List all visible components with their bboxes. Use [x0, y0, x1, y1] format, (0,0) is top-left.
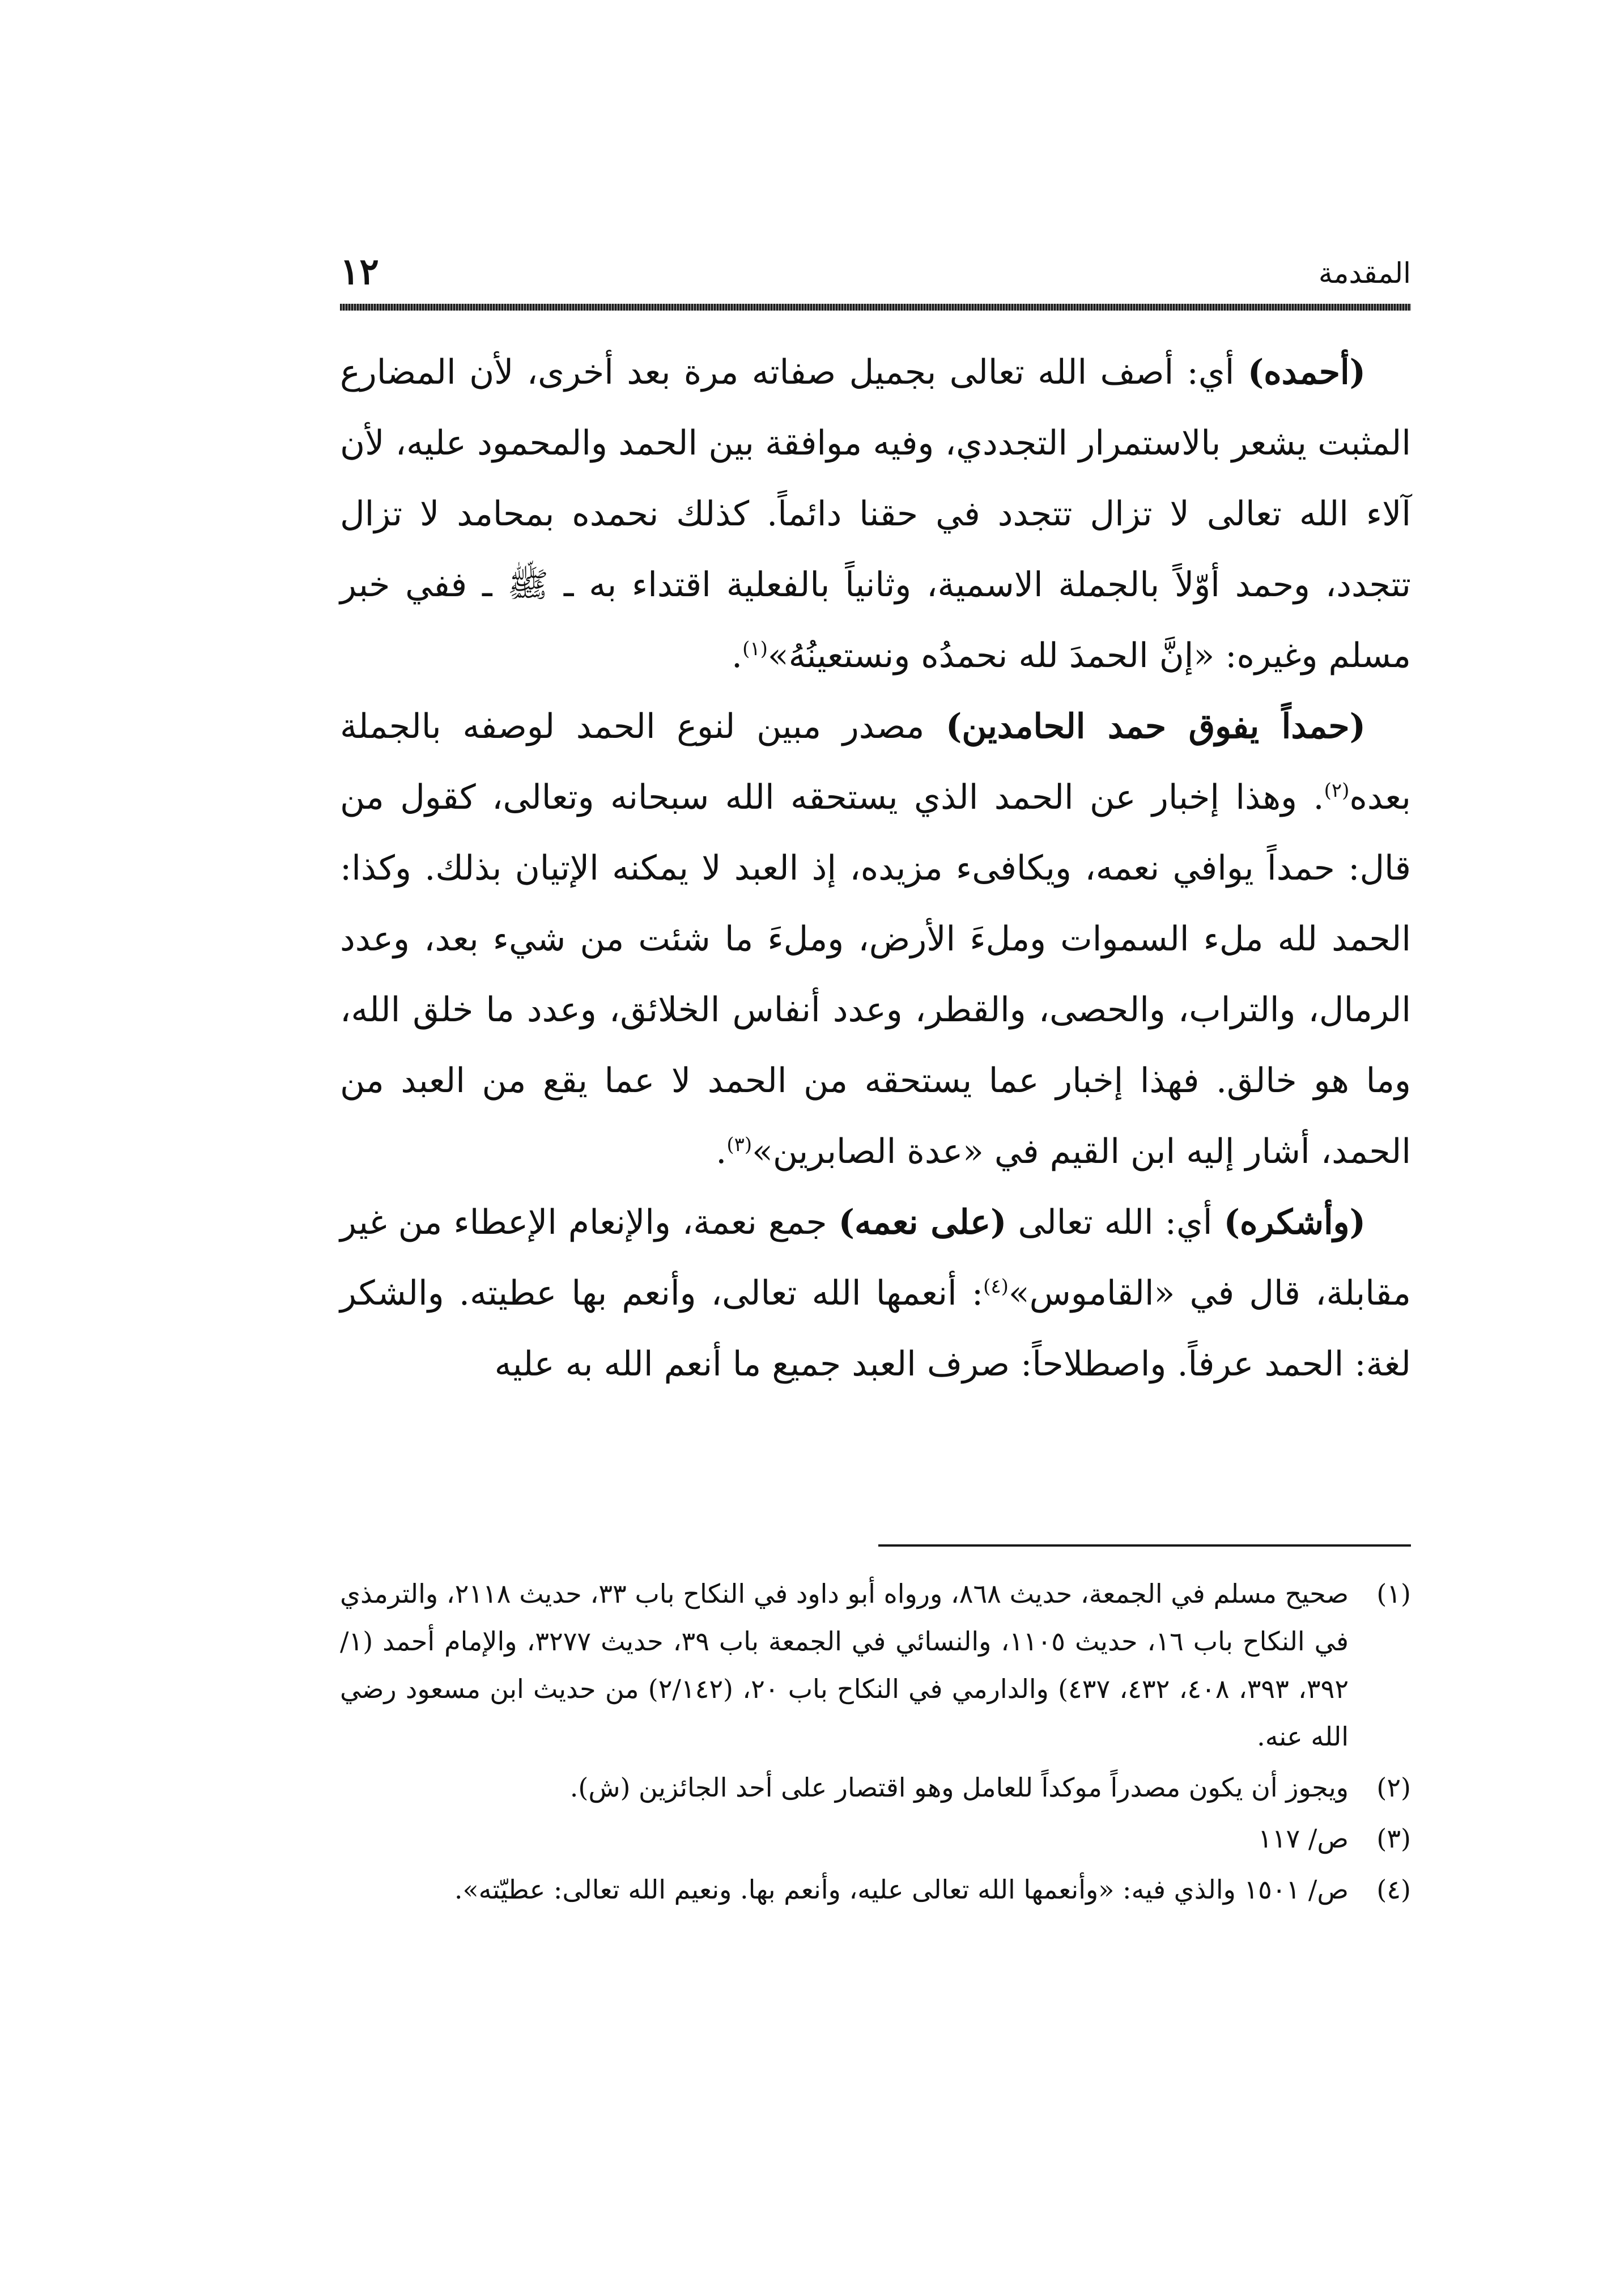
paragraph-2-end: .	[716, 1132, 727, 1171]
footnote-number: (٣)	[1376, 1823, 1411, 1854]
running-title: المقدمة	[1318, 257, 1411, 290]
page-header	[340, 249, 1411, 295]
footnote-1	[340, 1570, 1411, 1760]
footnotes	[340, 1570, 1411, 1917]
footnote-number: (٤)	[1376, 1874, 1411, 1905]
footnote-text: صحيح مسلم في الجمعة، حديث ٨٦٨، ورواه أبو داود في النكاح باب ٣٣، حديث ٢١١٨، والترمذي في النكاح باب ١٦، حديث ١١٠٥، والنسائي في الجمعة باب ٣٩، حديث ٣٢٧٧، والإمام أحمد (١/ ٣٩٢، ٣٩٣، ٤٠٨، ٤٣٢، ٤٣٧) والدارمي في النكاح باب ٢٠، (٢/١٤٢) من حديث ابن مسعود رضي الله عنه.	[340, 1578, 1349, 1752]
footnote-rule	[878, 1544, 1411, 1547]
footnote-text: ويجوز أن يكون مصدراً موكداً للعامل وهو اقتصار على أحد الجائزين (ش).	[569, 1772, 1349, 1803]
main-text	[340, 337, 1411, 1400]
paragraph-3	[340, 1187, 1411, 1400]
footnote-ref-2: (٢)	[1324, 779, 1350, 802]
footnote-3	[340, 1815, 1411, 1862]
paragraph-2-text-b: . وهذا إخبار عن الحمد الذي يستحقه الله سبحانه وتعالى، كقول من قال: حمداً يوافي نعمه، ويكافىء مزيده، إذ العبد لا يمكنه الإتيان بذلك. وكذا: الحمد لله ملء السموات وملءَ الأرض، وملءَ ما شئت من شيء بعد، وعدد الرمال، والتراب، والحصى، والقطر، وعدد أنفاس الخلائق، وعدد ما خلق الله، وما هو خالق. فهذا إخبار عما يستحقه من الحمد لا عما يقع من العبد من الحمد، أشار إليه ابن القيم في «عدة الصابرين»	[340, 778, 1411, 1171]
footnote-text: ص/ ١١٧	[1258, 1823, 1349, 1854]
lemma-ahmaduhu: (أحمده)	[1247, 353, 1366, 392]
footnote-ref-4: (٤)	[983, 1275, 1009, 1298]
paragraph-1-text: أي: أصف الله تعالى بجميل صفاته مرة بعد أخرى، لأن المضارع المثبت يشعر بالاستمرار التجددي، وفيه موافقة بين الحمد والمحمود عليه، لأن آلاء الله تعالى لا تزال تتجدد في حقنا دائماً. كذلك نحمده بمحامد لا تزال تتجدد، وحمد أوّلاً بالجملة الاسمية، وثانياً بالفعلية اقتداء به ـ ﷺ ـ ففي خبر مسلم وغيره: «إنَّ الحمدَ لله نحمدُه ونستعينُهُ»	[340, 353, 1411, 676]
lemma-hamdan: (حمداً يفوق حمد الحامدين)	[946, 707, 1366, 746]
paragraph-3-text-a: أي: الله تعالى	[1006, 1203, 1224, 1242]
footnote-text: ص/ ١٥٠١ والذي فيه: «وأنعمها الله تعالى عليه، وأنعم بها. ونعيم الله تعالى: عطيّته».	[454, 1874, 1349, 1905]
footnote-number: (٢)	[1376, 1772, 1411, 1803]
paragraph-1-end: .	[732, 636, 743, 676]
paragraph-3-text-c: : أنعمها الله تعالى، وأنعم بها عطيته. والشكر لغة: الحمد عرفاً. واصطلاحاً: صرف العبد جميع ما أنعم الله به عليه	[340, 1273, 1411, 1384]
paragraph-2-text-a: مصدر مبين لنوع الحمد لوصفه بالجملة بعده	[340, 707, 1411, 817]
lemma-ashkuruhu: (وأشكره)	[1223, 1203, 1366, 1242]
page-number: ١٢	[340, 250, 379, 293]
paragraph-2	[340, 691, 1411, 1187]
footnote-2	[340, 1764, 1411, 1811]
paragraph-3-text-b: جمع نعمة، والإنعام الإعطاء من غير مقابلة، قال في «القاموس»	[340, 1203, 1411, 1313]
footnote-ref-1: (١)	[742, 638, 768, 660]
lemma-ala-niamihi: (على نعمه)	[838, 1203, 1007, 1242]
footnote-number: (١)	[1376, 1578, 1411, 1609]
footnote-ref-3: (٣)	[726, 1133, 753, 1156]
paragraph-1	[340, 337, 1411, 691]
header-rule	[340, 304, 1411, 311]
footnote-4	[340, 1866, 1411, 1913]
